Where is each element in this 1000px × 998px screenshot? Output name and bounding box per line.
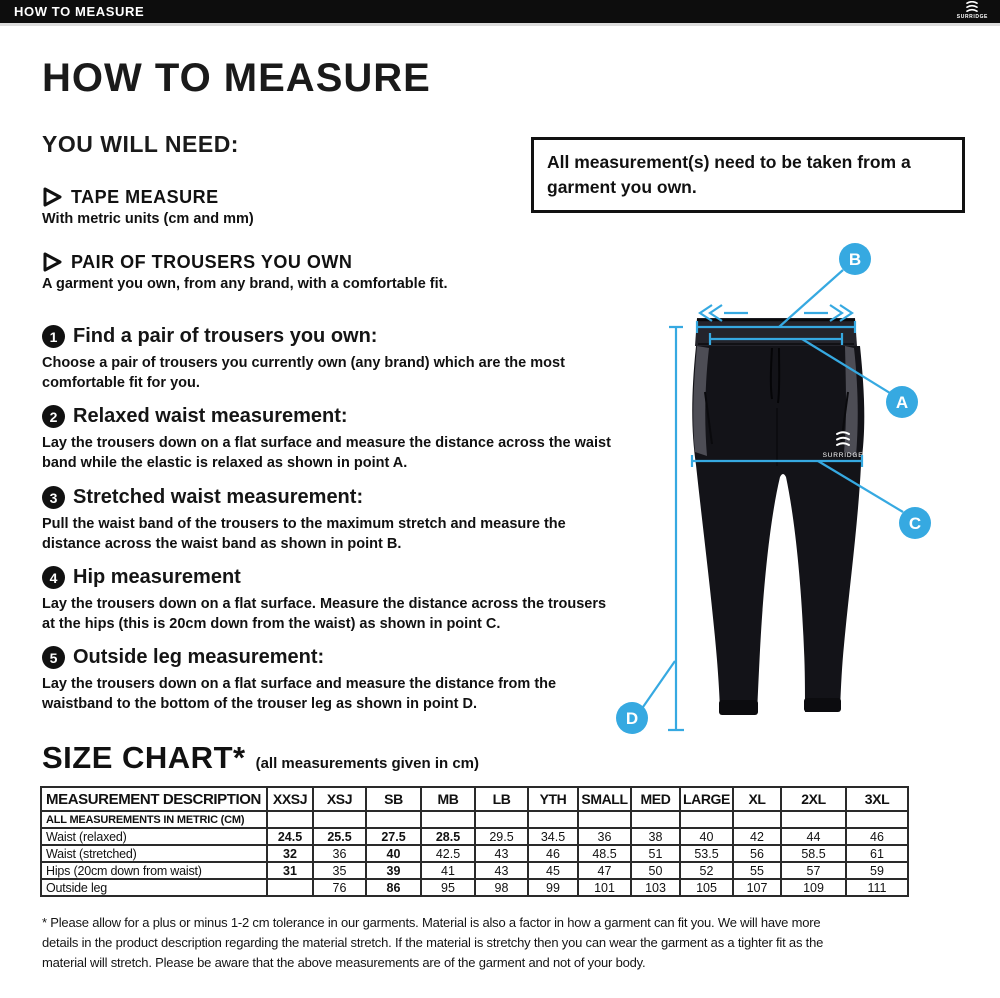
- step-description: Lay the trousers down on a flat surface. Measure the distance across the trousers at the hips (this is 20cm down from the waist) as shown in point C.: [42, 596, 607, 632]
- size-cell: 55: [733, 862, 781, 879]
- need-item-tape-measure: [42, 186, 254, 227]
- trousers-measurement-diagram: [585, 232, 985, 772]
- size-cell: 56: [733, 845, 781, 862]
- size-cell: [781, 811, 846, 828]
- column-header: XXSJ: [267, 787, 313, 811]
- step-number-badge: 3: [42, 486, 65, 509]
- size-cell: 61: [846, 845, 908, 862]
- step-title: Outside leg measurement:: [73, 646, 325, 668]
- size-cell: 39: [366, 862, 421, 879]
- size-cell: 35: [313, 862, 366, 879]
- measurement-note-box: All measurement(s) need to be taken from a garment you own.: [531, 137, 965, 213]
- page-title: HOW TO MEASURE: [42, 56, 431, 100]
- size-cell: 57: [781, 862, 846, 879]
- size-cell: 86: [366, 879, 421, 896]
- row-label-cell: Waist (stretched): [41, 845, 267, 862]
- size-cell: [578, 811, 631, 828]
- column-header: 2XL: [781, 787, 846, 811]
- size-cell: [421, 811, 475, 828]
- step-4: [42, 566, 614, 634]
- size-cell: 43: [475, 845, 528, 862]
- table-row: [41, 862, 908, 879]
- size-cell: 59: [846, 862, 908, 879]
- marker-label-c: C: [908, 514, 922, 533]
- need-item-trousers: [42, 251, 448, 292]
- size-chart-table: [40, 786, 909, 897]
- step-description: Lay the trousers down on a flat surface and measure the distance across the waist band while the elastic is relaxed as shown in point A.: [42, 435, 611, 471]
- step-number-badge: 1: [42, 325, 65, 348]
- size-cell: 24.5: [267, 828, 313, 845]
- size-cell: [267, 879, 313, 896]
- size-cell: 44: [781, 828, 846, 845]
- step-title: Hip measurement: [73, 566, 241, 588]
- size-cell: 27.5: [366, 828, 421, 845]
- step-number-badge: 4: [42, 566, 65, 589]
- marker-label-b: B: [848, 250, 862, 269]
- size-cell: [733, 811, 781, 828]
- row-label-cell: Outside leg: [41, 879, 267, 896]
- size-cell: [680, 811, 733, 828]
- brand-logo-text: SURRIDGE: [956, 14, 988, 20]
- column-header: LB: [475, 787, 528, 811]
- size-cell: 40: [680, 828, 733, 845]
- table-row: [41, 828, 908, 845]
- size-chart-subtitle: (all measurements given in cm): [255, 755, 479, 772]
- size-cell: 105: [680, 879, 733, 896]
- size-cell: [528, 811, 578, 828]
- table-row: [41, 845, 908, 862]
- size-cell: 101: [578, 879, 631, 896]
- size-cell: 43: [475, 862, 528, 879]
- marker-label-d: D: [625, 709, 639, 728]
- column-header: XL: [733, 787, 781, 811]
- size-chart-heading: [42, 740, 479, 776]
- brand-logo: [957, 1, 988, 20]
- cuff-left: [719, 700, 758, 715]
- step-description: Lay the trousers down on a flat surface and measure the distance from the waistband to the bottom of the trouser leg as shown in point D.: [42, 676, 557, 712]
- need-item-desc: A garment you own, from any brand, with a comfortable fit.: [42, 276, 448, 292]
- size-cell: 42: [733, 828, 781, 845]
- size-cell: 32: [267, 845, 313, 862]
- size-cell: 45: [528, 862, 578, 879]
- step-title: Find a pair of trousers you own:: [73, 325, 378, 347]
- table-row: [41, 879, 908, 896]
- size-cell: 58.5: [781, 845, 846, 862]
- column-header: MEASUREMENT DESCRIPTION: [41, 787, 267, 811]
- size-cell: 46: [528, 845, 578, 862]
- trousers-brand-text: SURRIDGE: [822, 452, 864, 459]
- need-item-title: PAIR OF TROUSERS YOU OWN: [71, 251, 353, 272]
- surridge-s-icon: [964, 1, 980, 14]
- size-cell: 103: [631, 879, 680, 896]
- column-header: 3XL: [846, 787, 908, 811]
- play-triangle-icon: [42, 251, 63, 273]
- need-item-title: TAPE MEASURE: [71, 186, 219, 207]
- step-number-badge: 5: [42, 646, 65, 669]
- column-header: SB: [366, 787, 421, 811]
- step-1: [42, 325, 614, 393]
- size-cell: 99: [528, 879, 578, 896]
- size-cell: 52: [680, 862, 733, 879]
- size-cell: 36: [313, 845, 366, 862]
- size-cell: 50: [631, 862, 680, 879]
- size-cell: 98: [475, 879, 528, 896]
- size-cell: 38: [631, 828, 680, 845]
- step-number-badge: 2: [42, 405, 65, 428]
- size-cell: 46: [846, 828, 908, 845]
- metric-note-row: [41, 811, 908, 828]
- column-header: XSJ: [313, 787, 366, 811]
- column-header: MED: [631, 787, 680, 811]
- column-header: MB: [421, 787, 475, 811]
- size-cell: 25.5: [313, 828, 366, 845]
- size-cell: 53.5: [680, 845, 733, 862]
- step-title: Stretched waist measurement:: [73, 486, 364, 508]
- you-will-need-heading: YOU WILL NEED:: [42, 131, 239, 157]
- cuff-right: [804, 698, 841, 712]
- metric-note-cell: ALL MEASUREMENTS IN METRIC (CM): [41, 811, 267, 828]
- size-cell: 76: [313, 879, 366, 896]
- step-3: [42, 486, 614, 554]
- size-cell: [631, 811, 680, 828]
- size-cell: 28.5: [421, 828, 475, 845]
- step-description: Pull the waist band of the trousers to the maximum stretch and measure the distance across the waist band as shown in point B.: [42, 516, 566, 552]
- size-cell: 111: [846, 879, 908, 896]
- table-header-row: [41, 787, 908, 811]
- size-cell: 36: [578, 828, 631, 845]
- size-cell: 31: [267, 862, 313, 879]
- row-label-cell: Hips (20cm down from waist): [41, 862, 267, 879]
- size-chart-title: SIZE CHART*: [42, 740, 246, 775]
- size-cell: 42.5: [421, 845, 475, 862]
- size-cell: [846, 811, 908, 828]
- size-cell: 40: [366, 845, 421, 862]
- size-cell: 95: [421, 879, 475, 896]
- size-cell: [267, 811, 313, 828]
- column-header: LARGE: [680, 787, 733, 811]
- footnote: * Please allow for a plus or minus 1-2 cm tolerance in our garments. Material is also a factor in how a garment can fit you. We will have more details in the product description regarding the material stretch. If the material is stretchy then you can wear the garment as a tighter fit as the material will stretch. Please be aware that the above measurements are of the garment and not of your body.: [42, 915, 824, 971]
- step-5: [42, 646, 614, 714]
- row-label-cell: Waist (relaxed): [41, 828, 267, 845]
- play-triangle-icon: [42, 186, 63, 208]
- top-bar-title: HOW TO MEASURE: [14, 4, 145, 19]
- size-cell: [475, 811, 528, 828]
- size-cell: 48.5: [578, 845, 631, 862]
- marker-label-a: A: [895, 393, 909, 412]
- size-cell: 109: [781, 879, 846, 896]
- step-description: Choose a pair of trousers you currently own (any brand) which are the most comfortable fit for you.: [42, 355, 565, 391]
- size-cell: 107: [733, 879, 781, 896]
- waistband: [695, 318, 857, 346]
- size-cell: 47: [578, 862, 631, 879]
- size-cell: 34.5: [528, 828, 578, 845]
- step-2: [42, 405, 614, 473]
- pointer-line-d: [643, 661, 675, 707]
- top-bar: [0, 0, 1000, 26]
- size-cell: [366, 811, 421, 828]
- size-cell: 51: [631, 845, 680, 862]
- size-cell: [313, 811, 366, 828]
- measure-line-d: [668, 327, 684, 730]
- column-header: SMALL: [578, 787, 631, 811]
- size-cell: 41: [421, 862, 475, 879]
- step-title: Relaxed waist measurement:: [73, 405, 348, 427]
- size-cell: 29.5: [475, 828, 528, 845]
- column-header: YTH: [528, 787, 578, 811]
- need-item-desc: With metric units (cm and mm): [42, 211, 254, 227]
